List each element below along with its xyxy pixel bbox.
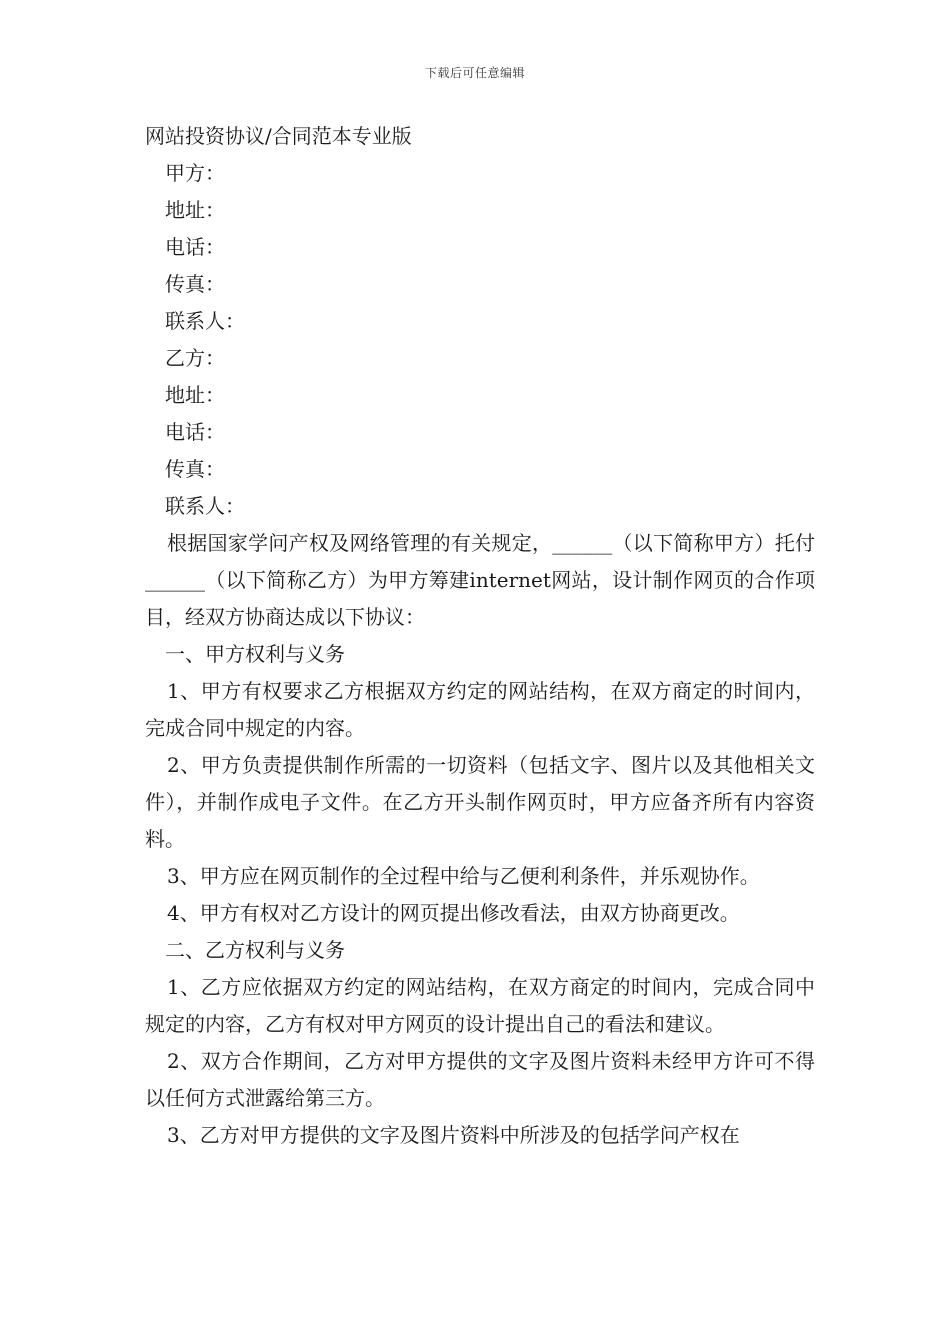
section-2-item-2: 2、双方合作期间，乙方对甲方提供的文字及图片资料未经甲方许可不得以任何方式泄露给第三方。 [145,1049,815,1110]
party-a-address-label: 地址： [165,198,225,222]
section-1-item-4: 4、甲方有权对乙方设计的网页提出修改看法，由双方协商更改。 [167,901,740,925]
party-a-fax-label: 传真： [165,272,225,296]
section-2-item-1: 1、乙方应依据双方约定的网站结构，在双方商定的时间内，完成合同中规定的内容，乙方有权对甲方网页的设计提出自己的看法和建议。 [145,975,815,1036]
document-title: 网站投资协议/合同范本专业版 [145,124,412,148]
page-header-note: 下载后可任意编辑 [424,66,525,80]
document-body [145,118,815,1154]
party-b-phone-label: 电话： [165,420,225,444]
party-b-fax-label: 传真： [165,457,225,481]
party-a-contact-label: 联系人： [165,309,245,333]
party-b-address-label: 地址： [165,383,225,407]
section-1-item-1: 1、甲方有权要求乙方根据双方约定的网站结构，在双方商定的时间内，完成合同中规定的内容。 [145,679,815,740]
section-1-heading: 一、甲方权利与义务 [165,642,345,666]
section-2-heading: 二、乙方权利与义务 [165,938,345,962]
party-b-contact-label: 联系人： [165,494,245,518]
section-2-item-3: 3、乙方对甲方提供的文字及图片资料中所涉及的包括学问产权在 [167,1123,740,1147]
intro-paragraph: 根据国家学问产权及网络管理的有关规定，______（以下简称甲方）托付______（以下简称乙方）为甲方筹建internet网站，设计制作网页的合作项目，经双方协商达成以下协议： [145,531,815,629]
party-b-label: 乙方： [165,346,225,370]
section-1-item-2: 2、甲方负责提供制作所需的一切资料（包括文字、图片以及其他相关文件），并制作成电子文件。在乙方开头制作网页时，甲方应备齐所有内容资料。 [145,753,815,851]
party-a-label: 甲方： [165,161,225,185]
party-a-phone-label: 电话： [165,235,225,259]
section-1-item-3: 3、甲方应在网页制作的全过程中给与乙便利利条件，并乐观协作。 [167,864,760,888]
